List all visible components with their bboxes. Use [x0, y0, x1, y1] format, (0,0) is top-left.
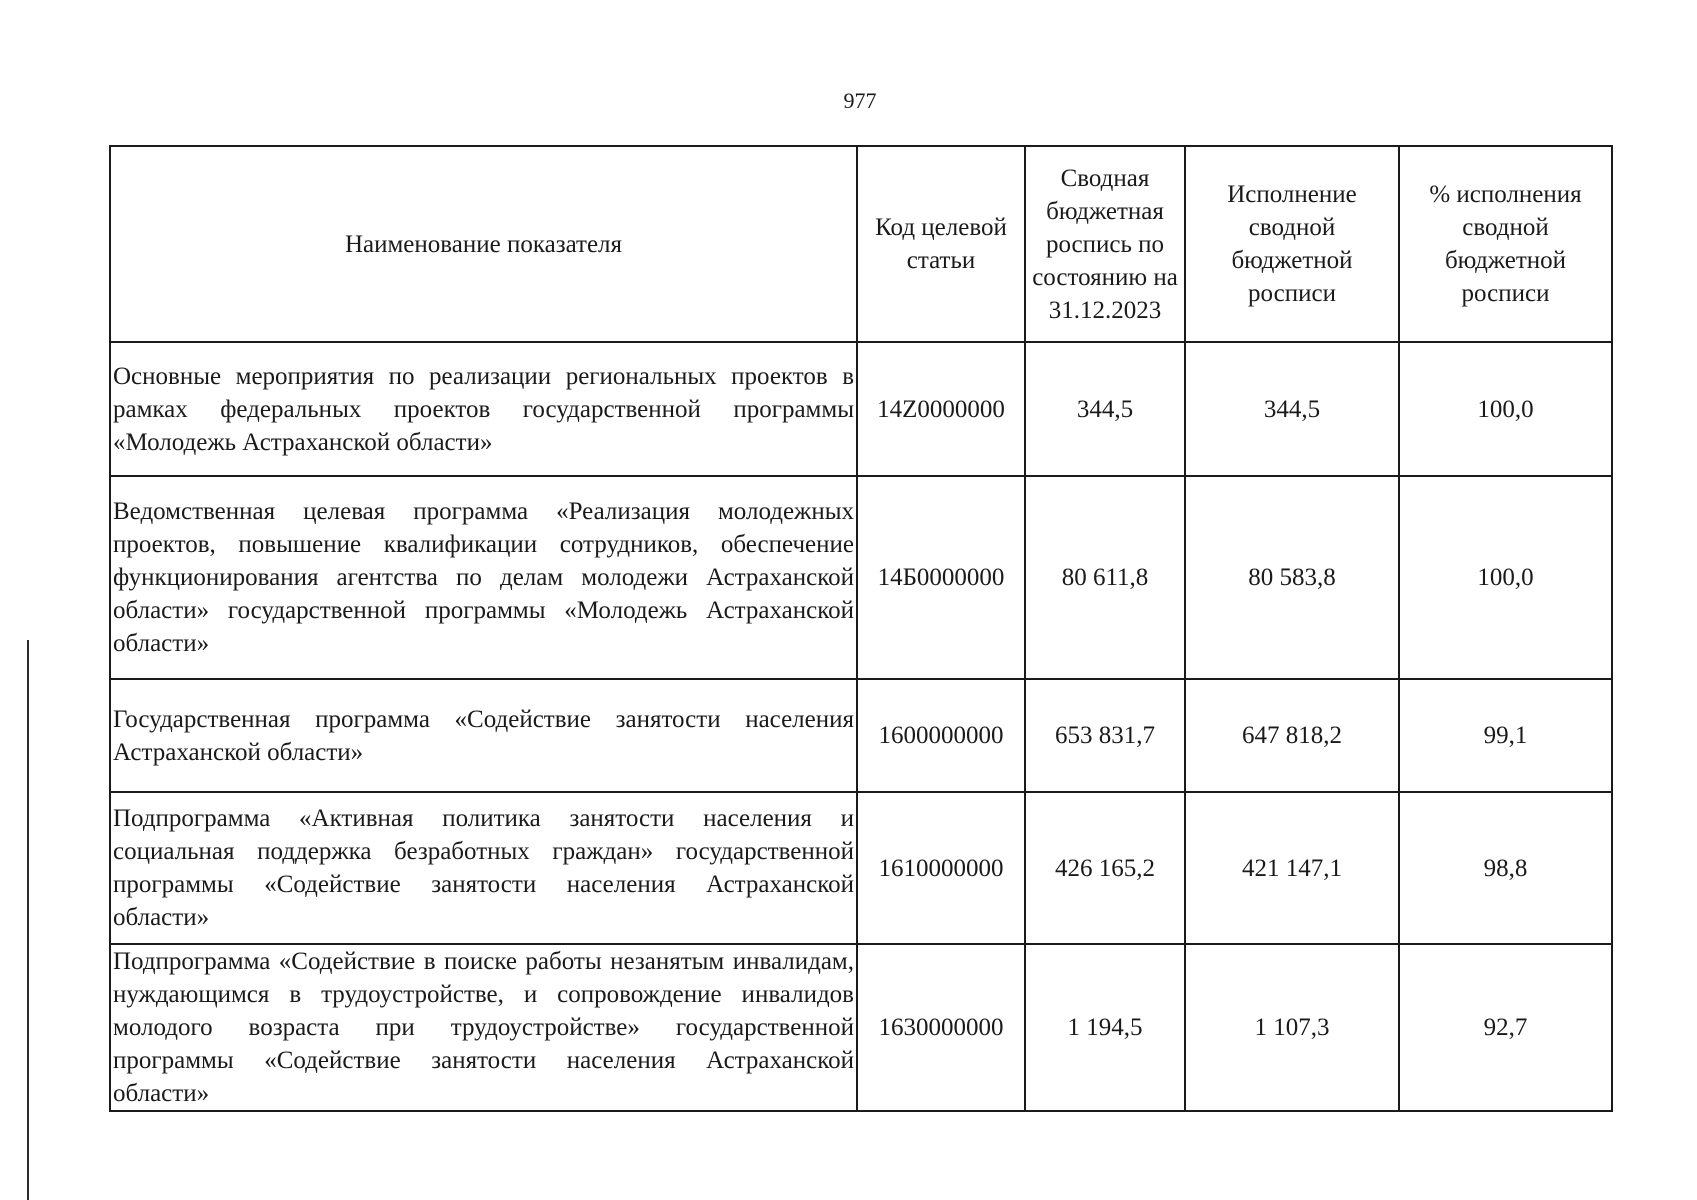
- row-code: 1630000000: [857, 944, 1025, 1111]
- page-number: 977: [843, 88, 877, 113]
- row-budget: 426 165,2: [1025, 792, 1185, 944]
- row-execution: 1 107,3: [1185, 944, 1399, 1111]
- row-code: 1600000000: [857, 679, 1025, 792]
- table-row: [110, 944, 1612, 1111]
- header-code: Код целевой статьи: [857, 146, 1025, 342]
- table-row: [110, 342, 1612, 476]
- row-execution: 647 818,2: [1185, 679, 1399, 792]
- row-code: 14Б0000000: [857, 476, 1025, 679]
- row-execution: 344,5: [1185, 342, 1399, 476]
- header-execution: Исполнение сводной бюджетной росписи: [1185, 146, 1399, 342]
- budget-report-table: [109, 145, 1613, 1112]
- row-execution: 80 583,8: [1185, 476, 1399, 679]
- header-percent: % исполнения сводной бюджетной росписи: [1399, 146, 1612, 342]
- row-code: 1610000000: [857, 792, 1025, 944]
- row-name: Подпрограмма «Активная политика занятости населения и социальная поддержка безработных граждан» государственной программы «Содействие занятости населения Астраханской области»: [110, 792, 857, 944]
- scan-edge-line: [27, 640, 29, 1200]
- row-execution: 421 147,1: [1185, 792, 1399, 944]
- row-percent: 92,7: [1399, 944, 1612, 1111]
- row-percent: 100,0: [1399, 476, 1612, 679]
- row-name: Ведомственная целевая программа «Реализация молодежных проектов, повышение квалификации сотрудников, обеспечение функционирования агентства по делам молодежи Астраханской области» государственной программы «Молодежь Астраханской области»: [110, 476, 857, 679]
- header-budget: Сводная бюджетная роспись по состоянию на 31.12.2023: [1025, 146, 1185, 342]
- row-name: Основные мероприятия по реализации региональных проектов в рамках федеральных проектов государственной программы «Молодежь Астраханской области»: [110, 342, 857, 476]
- table-row: [110, 679, 1612, 792]
- table-row: [110, 476, 1612, 679]
- row-budget: 1 194,5: [1025, 944, 1185, 1111]
- row-budget: 653 831,7: [1025, 679, 1185, 792]
- row-percent: 98,8: [1399, 792, 1612, 944]
- row-budget: 80 611,8: [1025, 476, 1185, 679]
- row-percent: 99,1: [1399, 679, 1612, 792]
- row-name: Подпрограмма «Содействие в поиске работы незанятым инвалидам, нуждающимся в трудоустройстве, и сопровождение инвалидов молодого возраста при трудоустройстве» государственной программы «Содействие занятости населения Астраханской области»: [110, 944, 857, 1111]
- table-row: [110, 792, 1612, 944]
- row-name: Государственная программа «Содействие занятости населения Астраханской области»: [110, 679, 857, 792]
- row-percent: 100,0: [1399, 342, 1612, 476]
- table-header-row: [110, 146, 1612, 342]
- row-budget: 344,5: [1025, 342, 1185, 476]
- header-name: Наименование показателя: [110, 146, 857, 342]
- row-code: 14Z0000000: [857, 342, 1025, 476]
